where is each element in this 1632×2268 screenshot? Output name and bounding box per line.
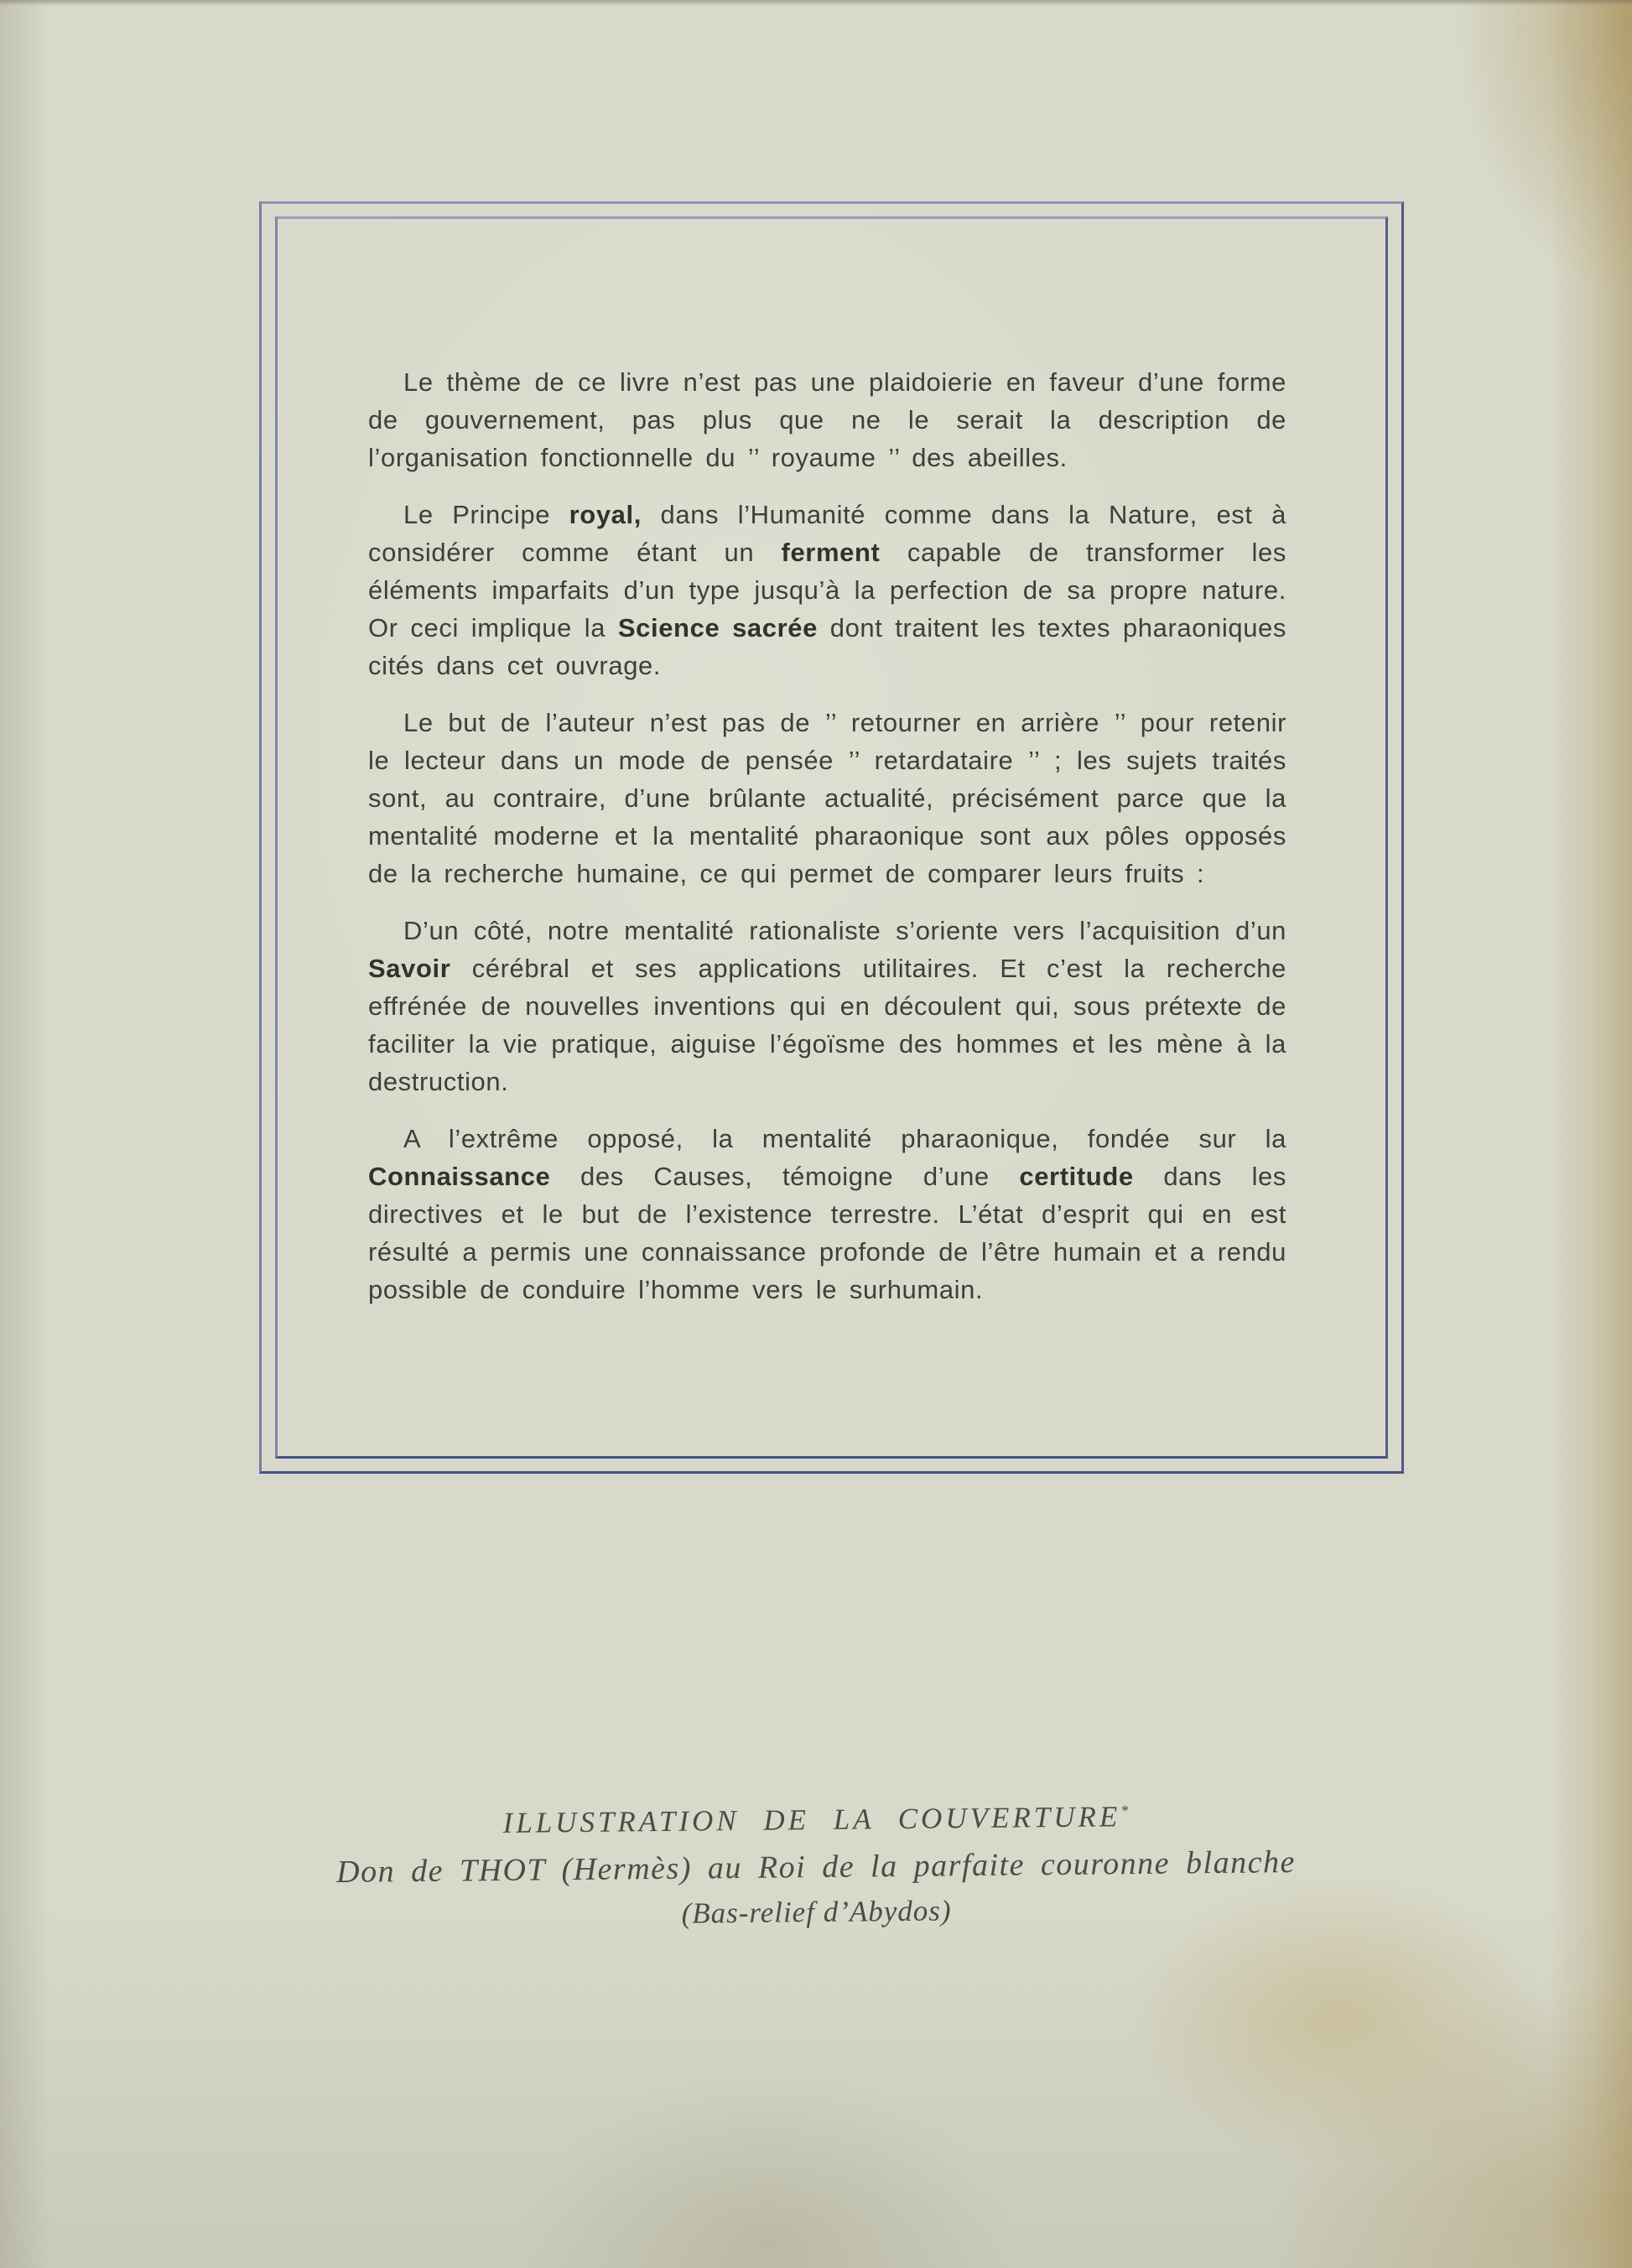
blurb-segment: A l’extrême opposé, la mentalité pharaonique, fondée sur la [403, 1124, 1286, 1153]
cover-illustration-caption [0, 1795, 1632, 1938]
blurb-bold-segment: Savoir [368, 954, 451, 983]
caption-title [0, 1795, 1632, 1845]
blurb-paragraph [368, 496, 1286, 684]
caption-subtitle: Don de THOT (Hermès) au Roi de la parfaite couronne blanche [335, 1844, 1297, 1890]
caption-title-text: ILLUSTRATION DE LA COUVERTURE [502, 1800, 1121, 1839]
blurb-segment: Le but de l’auteur n’est pas de ’’ retourner en arrière ’’ pour retenir le lecteur dans un mode de pensée ’’ retardataire ’’ ; les sujets traités sont, au contraire, d’une brûlante actualité, précisément parce que la mentalité moderne et la mentalité pharaonique sont aux pôles opposés de la recherche humaine, ce qui permet de comparer leurs fruits : [368, 708, 1286, 888]
blurb [368, 363, 1286, 1328]
caption-footnote-mark: * [1120, 1802, 1129, 1819]
blurb-bold-segment: royal, [569, 500, 642, 529]
blurb-bold-segment: certitude [1019, 1162, 1134, 1191]
blurb-paragraph [368, 1120, 1286, 1308]
caption-source: (Bas-relief d’Abydos) [681, 1894, 952, 1930]
decorative-frame-outer [259, 201, 1404, 1474]
blurb-segment: Le thème de ce livre n’est pas une plaidoierie en faveur d’une forme de gouvernement, pas plus que ne le serait la description de l’organisation fonctionnelle du ’’ royaume ’’ des abeilles. [368, 367, 1286, 472]
blurb-segment: D’un côté, notre mentalité rationaliste s’oriente vers l’acquisition d’un [403, 916, 1286, 945]
blurb-bold-segment: Connaissance [368, 1162, 551, 1191]
blurb-segment: cérébral et ses applications utilitaires. Et c’est la recherche effrénée de nouvelles inventions qui en découlent qui, sous prétexte de faciliter la vie pratique, aiguise l’égoïsme des hommes et les mène à la destruction. [368, 954, 1286, 1096]
blurb-paragraph [368, 912, 1286, 1100]
blurb-paragraph [368, 704, 1286, 892]
blurb-segment: dont traitent les textes pharaoniques cités dans cet ouvrage. [368, 613, 1286, 680]
blurb-segment: dans les directives et le but de l’existence terrestre. L’état d’esprit qui en est résulté a permis une connaissance profonde de l’être humain et a rendu possible de conduire l’homme vers le surhumain. [368, 1162, 1286, 1304]
blurb-bold-segment: ferment [781, 538, 881, 567]
decorative-frame-inner [275, 216, 1388, 1459]
blurb-segment: des Causes, témoigne d’une [550, 1162, 1020, 1191]
blurb-segment: Le Principe [403, 500, 569, 529]
blurb-segment: dans l’Humanité comme dans la Nature, est à considérer comme étant un [368, 500, 1287, 567]
blurb-paragraph [368, 363, 1286, 476]
blurb-segment: capable de transformer les éléments imparfaits d’un type jusqu’à la perfection de sa propre nature. Or ceci implique la [368, 538, 1286, 642]
blurb-bold-segment: Science sacrée [617, 613, 818, 642]
